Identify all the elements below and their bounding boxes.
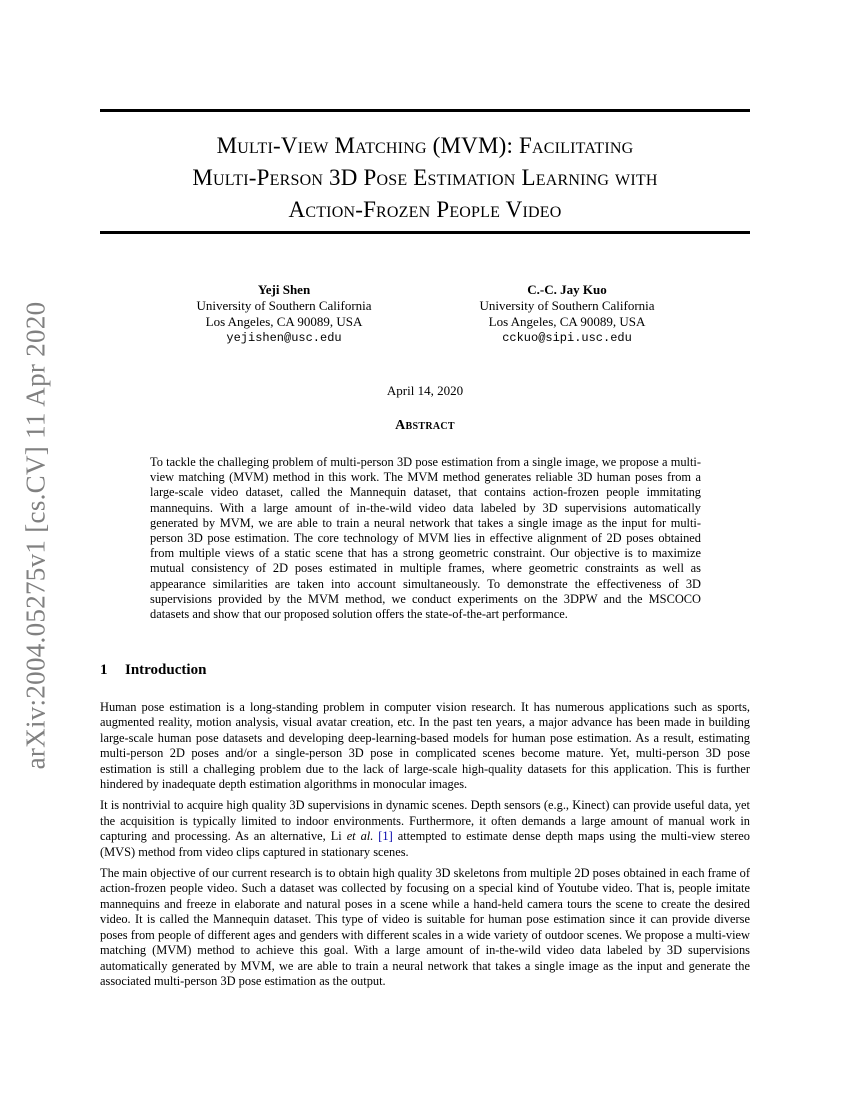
section-number: 1 <box>100 662 108 678</box>
paragraph-2 <box>100 798 750 860</box>
author-address: Los Angeles, CA 90089, USA <box>205 314 363 329</box>
paragraph-2-text-after: attempted to estimate dense depth maps using the multi-view stereo (MVS) method from video clips captured in stationary scenes. <box>100 829 750 859</box>
title-line-3: Action-Frozen People Video <box>288 197 562 222</box>
author-block-2 <box>427 282 707 346</box>
author-address: Los Angeles, CA 90089, USA <box>488 314 646 329</box>
paragraph-1: Human pose estimation is a long-standing problem in computer vision research. It has numerous applications such as sports, augmented reality, motion analysis, visual avatar creation, etc. In the past ten years, a major advance has been made in building large-scale human pose datasets and developing deep-learning-based models for human pose estimation. As a result, estimating multi-person 2D poses and/or a single-person 3D pose in complicated scenes become mature. Yet, multi-person 3D pose estimation is still a challeging problem due to the lack of large-scale high-quality datasets for this application. This is further hindered by inadequate depth estimation algorithms in monocular images. <box>100 700 750 792</box>
paper-date: April 14, 2020 <box>386 383 464 398</box>
abstract-text: To tackle the challeging problem of multi-person 3D pose estimation from a single image, we propose a multi-view matching (MVM) method in this work. The MVM method generates reliable 3D human poses from a large-scale video dataset, called the Mannequin dataset, that contains action-frozen people immitating mannequins. With a large amount of in-the-wild video data labeled by 3D supervisions automatically generated by MVM, we are able to train a neural network that takes a single image as the input for multi-person 3D pose estimation. The core technology of MVM lies in effective alignment of 2D poses obtained from multiple views of a static scene that has a strong geometric constraint. Our objective is to maximize mutual consistency of 2D poses estimated in multiple frames, where geometric constraints as well as appearance similarities are taken into account simultaneously. To demonstrate the effectiveness of 3D supervisions provided by the MVM method, we conduct experiments on the 3DPW and the MSCOCO datasets and show that our proposed solution offers the state-of-the-art performance. <box>150 455 701 622</box>
author-name: Yeji Shen <box>257 282 311 297</box>
author-affiliation: University of Southern California <box>196 298 372 313</box>
paper-title <box>100 130 750 226</box>
title-line-1: Multi-View Matching (MVM): Facilitating <box>216 133 634 158</box>
title-top-rule <box>100 109 750 112</box>
title-bottom-rule <box>100 231 750 234</box>
author-email: cckuo@sipi.usc.edu <box>502 331 632 345</box>
author-name: C.-C. Jay Kuo <box>527 282 607 297</box>
et-al-text: et al. <box>346 829 374 844</box>
paragraph-3: The main objective of our current research is to obtain high quality 3D skeletons from multiple 2D poses obtained in each frame of action-frozen people video. Such a dataset was collected by focusing on a special kind of Youtube video. That is, people imitate mannequins and freeze in elaborate and natural poses in a scene while a hand-held camera tours the scene to create the desired video. It is called the Mannequin dataset. This type of video is suitable for human pose estimation since it can provide diverse poses from people of different ages and genders with different scales in a wide variety of outdoor scenes. We propose a multi-view matching (MVM) method to achieve this goal. With a large amount of in-the-wild video data labeled by 3D supervisions automatically generated by MVM, we are able to train a neural network that takes a single image as the input and generate the associated multi-person 3D pose estimation as the output. <box>100 866 750 988</box>
abstract-heading: Abstract <box>395 418 455 433</box>
citation-link[interactable]: [1] <box>378 829 393 844</box>
section-heading-introduction <box>100 662 206 679</box>
title-line-2: Multi-Person 3D Pose Estimation Learning with <box>192 165 658 190</box>
author-affiliation: University of Southern California <box>479 298 655 313</box>
author-email: yejishen@usc.edu <box>226 331 342 345</box>
paragraph-2-text-before: It is nontrivial to acquire high quality 3D supervisions in dynamic scenes. Depth sensors (e.g., Kinect) can provide useful data, yet the acquisition is typically limited to indoor environments. Furthermore, it often demands a large amount of manual work in capturing and processing. As an alternative, Li <box>100 798 750 844</box>
arxiv-identifier-sidebar <box>14 290 58 780</box>
author-block-1 <box>144 282 424 346</box>
section-title: Introduction <box>125 662 207 678</box>
introduction-body <box>100 700 750 995</box>
arxiv-identifier-text: arXiv:2004.05275v1 [cs.CV] 11 Apr 2020 <box>20 301 51 769</box>
